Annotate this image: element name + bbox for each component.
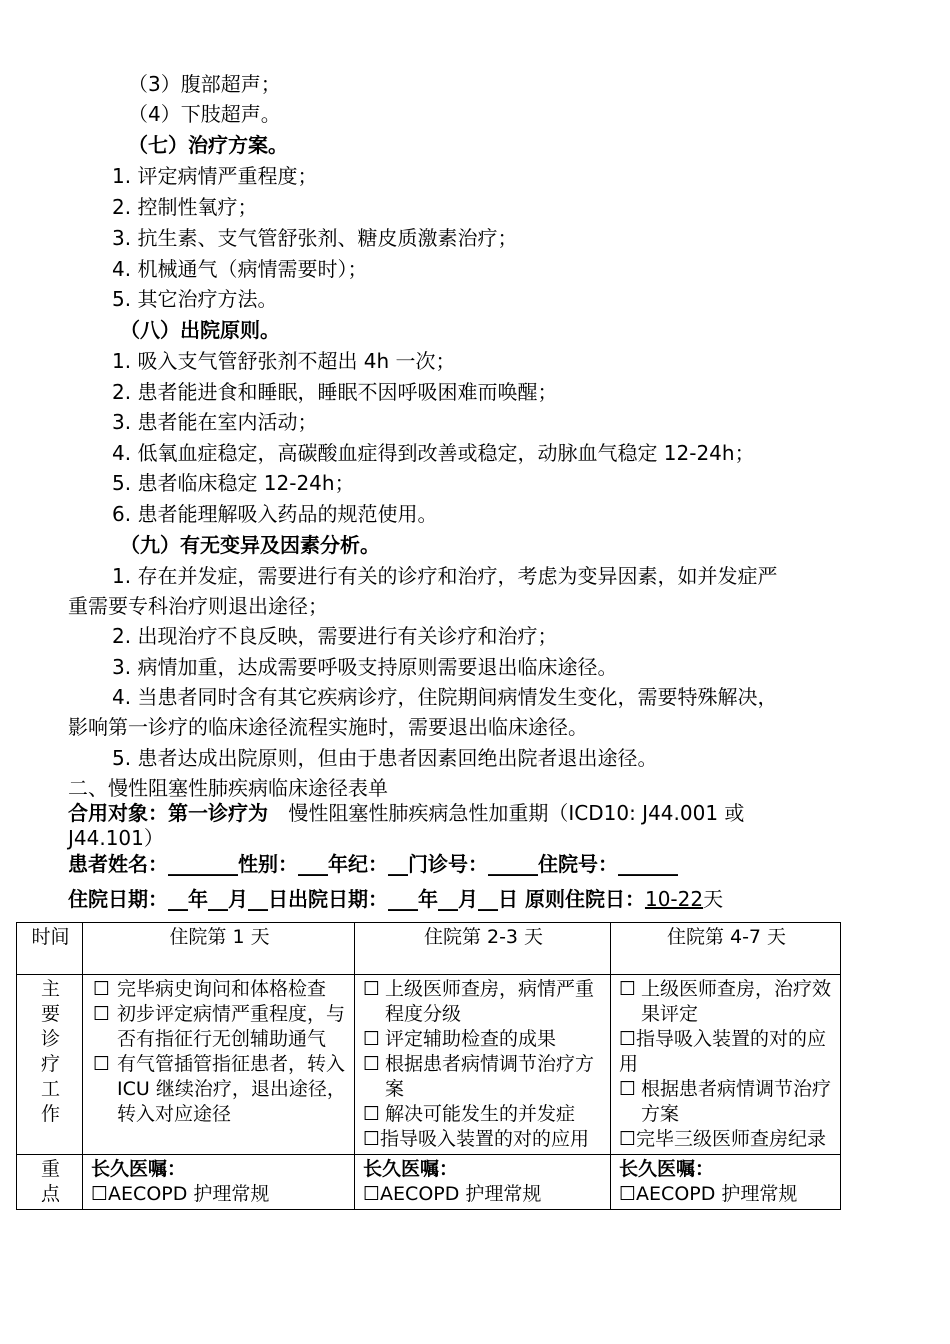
table-header-row [17,923,841,975]
checkbox-icon[interactable]: ☐ [93,1003,111,1025]
variation-item-1-cont: 重需要专科治疗则退出途径； [68,594,328,618]
discharge-item-1: 1. 吸入支气管舒张剂不超出 4h 一次； [112,349,456,373]
variation-item-4-cont: 影响第一诊疗的临床途径流程实施时，需要退出临床途径。 [68,715,588,739]
long-term-order-label: 长久医嘱： [91,1158,187,1180]
list-item: ☐AECOPD 护理常规 [363,1183,542,1205]
checkbox-icon[interactable]: ☐ [93,1053,111,1075]
row-label-main-work: 主要诊疗工作 [17,975,83,1155]
clinical-pathway-table [16,922,841,1210]
list-item: ☐ 上级医师查房，病情严重程度分级 [363,978,595,1025]
checkbox-icon[interactable]: ☐ [619,978,637,1000]
variation-item-2: 2. 出现治疗不良反映，需要进行有关诊疗和治疗； [112,624,558,648]
list-item: ☐ 有气管插管指征患者，转入 ICU 继续治疗，退出途径，转入对应途径 [93,1053,346,1125]
row-label-key-points: 重点 [17,1155,83,1210]
treatment-item-4: 4. 机械通气（病情需要时）； [112,257,368,281]
treatment-item-3: 3. 抗生素、支气管舒张剂、糖皮质激素治疗； [112,226,518,250]
checkbox-icon[interactable]: ☐ [619,1078,637,1100]
header-day-2-3: 住院第 2-3 天 [355,923,611,975]
line-ultrasound-legs: （4）下肢超声。 [128,102,281,126]
day1-work-cell [83,975,355,1155]
discharge-item-5: 5. 患者临床稳定 12-24h； [112,471,355,495]
list-item: ☐AECOPD 护理常规 [619,1183,798,1205]
checkbox-icon[interactable]: ☐ [91,1183,109,1205]
list-item: ☐ 评定辅助检查的成果 [363,1028,557,1050]
heading-treatment-plan: （七）治疗方案。 [128,133,288,157]
list-item: ☐ 根据患者病情调节治疗方案 [363,1053,595,1100]
table-row-main-work [17,975,841,1155]
day1-orders-cell [83,1155,355,1210]
header-day-4-7: 住院第 4-7 天 [611,923,841,975]
checkbox-icon[interactable]: ☐ [619,1128,637,1150]
day4-7-orders-cell [611,1155,841,1210]
line-ultrasound-abdomen: （3）腹部超声； [128,72,281,96]
list-item: ☐ 根据患者病情调节治疗方案 [619,1078,832,1125]
variation-item-5: 5. 患者达成出院原则，但由于患者因素回绝出院者退出途径。 [112,746,658,770]
checkbox-icon[interactable]: ☐ [363,1053,381,1075]
discharge-item-6: 6. 患者能理解吸入药品的规范使用。 [112,502,438,526]
standard-days-unit: 天 [703,887,724,911]
list-item: ☐ 初步评定病情严重程度，与否有指征行无创辅助通气 [93,1003,346,1050]
checkbox-icon[interactable]: ☐ [363,1028,381,1050]
list-item: ☐完毕三级医师查房纪录 [619,1128,827,1150]
list-item: ☐AECOPD 护理常规 [91,1183,270,1205]
list-item: ☐ 解决可能发生的并发症 [363,1103,576,1125]
treatment-item-1: 1. 评定病情严重程度； [112,164,318,188]
standard-days: 10-22 [644,887,704,911]
header-time: 时间 [17,923,83,975]
table-row-key-points [17,1155,841,1210]
checkbox-icon[interactable]: ☐ [363,1128,381,1150]
checkbox-icon[interactable]: ☐ [619,1183,637,1205]
list-item: ☐ 上级医师查房，治疗效果评定 [619,978,832,1025]
list-item: ☐ 完毕病史询问和体格检查 [93,978,327,1000]
target-label: 合用对象：第一诊疗为 [68,801,268,825]
list-item: ☐指导吸入装置的对的应用 [619,1028,827,1075]
target-line [68,799,744,827]
day2-3-orders-cell [355,1155,611,1210]
discharge-item-4: 4. 低氧血症稳定，高碳酸血症得到改善或稳定，动脉血气稳定 12-24h； [112,441,755,465]
heading-variation-analysis: （九）有无变异及因素分析。 [120,533,380,557]
discharge-item-2: 2. 患者能进食和睡眠，睡眠不因呼吸困难而唤醒； [112,380,558,404]
checkbox-icon[interactable]: ☐ [363,978,381,1000]
long-term-order-label: 长久医嘱： [363,1158,459,1180]
variation-item-4: 4. 当患者同时含有其它疾病诊疗，住院期间病情发生变化，需要特殊解决， [112,685,778,709]
checkbox-icon[interactable]: ☐ [363,1183,381,1205]
checkbox-icon[interactable]: ☐ [93,978,111,1000]
date-fields: 住院日期：__年__月__日出院日期：___年__月__日 原则住院日： [68,887,645,911]
header-day-1: 住院第 1 天 [83,923,355,975]
checkbox-icon[interactable]: ☐ [363,1103,381,1125]
section-2-title: 二、慢性阻塞性肺疾病临床途径表单 [68,776,388,800]
day2-3-work-cell [355,975,611,1155]
long-term-order-label: 长久医嘱： [619,1158,715,1180]
discharge-item-3: 3. 患者能在室内活动； [112,410,318,434]
day4-7-work-cell [611,975,841,1155]
patient-info-line: 患者姓名：_______性别：___年纪：__门诊号：_____住院号：______ [68,852,678,876]
variation-item-1: 1. 存在并发症，需要进行有关的诊疗和治疗，考虑为变异因素，如并发症严 [112,564,778,588]
target-value-cont: J44.101） [68,826,164,850]
target-value: 慢性阻塞性肺疾病急性加重期（ICD10: J44.001 或 [288,801,745,825]
admission-date-line [68,885,723,913]
list-item: ☐指导吸入装置的对的应用 [363,1128,590,1150]
checkbox-icon[interactable]: ☐ [619,1028,637,1050]
heading-discharge-criteria: （八）出院原则。 [120,318,280,342]
treatment-item-5: 5. 其它治疗方法。 [112,287,278,311]
variation-item-3: 3. 病情加重，达成需要呼吸支持原则需要退出临床途径。 [112,655,618,679]
treatment-item-2: 2. 控制性氧疗； [112,195,258,219]
